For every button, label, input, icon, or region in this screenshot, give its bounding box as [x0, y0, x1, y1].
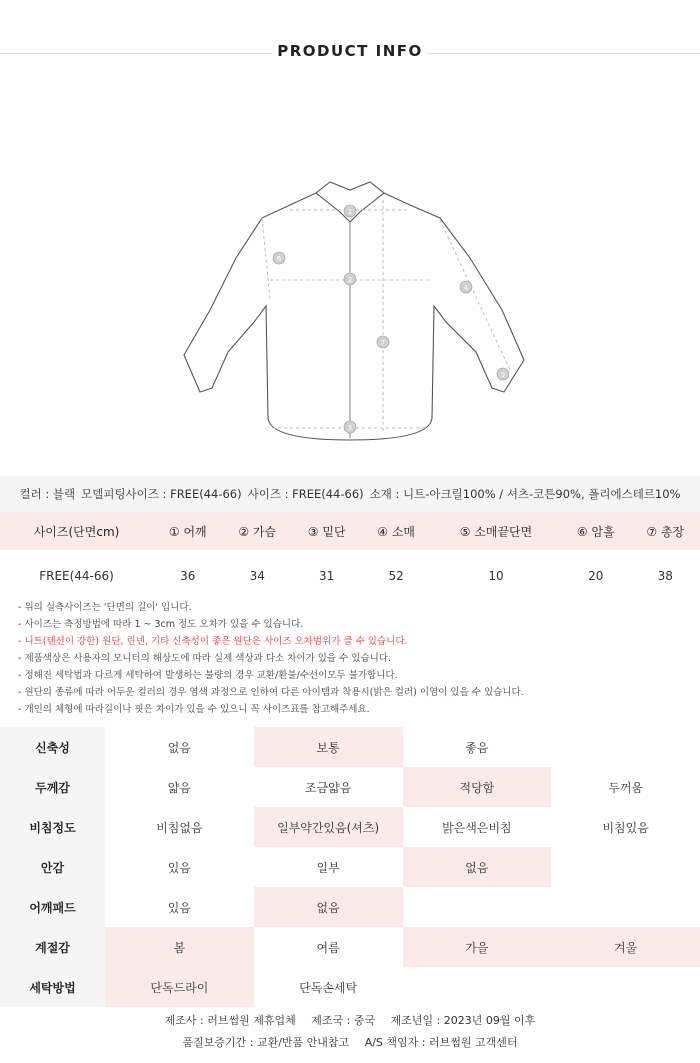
- property-option: 얇음: [167, 780, 191, 795]
- property-option: [403, 967, 552, 1007]
- svg-text:4: 4: [463, 284, 469, 292]
- property-label: 세탁방법: [0, 967, 105, 1007]
- svg-text:6: 6: [276, 255, 282, 263]
- footer-date: 제조년일 : 2023년 09월 이후: [390, 1014, 536, 1027]
- footer-manufacturer: 제조사 : 러브썸원 제휴업체: [164, 1014, 296, 1027]
- size-header-cell: 사이즈(단면cm): [0, 512, 153, 550]
- note-line: - 정해진 세탁법과 다르게 세탁하여 발생하는 불량의 경우 교환/환불/수선이모두 불가합니다.: [18, 670, 398, 681]
- note-line: - 개인의 체형에 따라길이나 핏은 차이가 있을 수 있으니 꼭 사이즈표를 참고해주세요.: [18, 704, 370, 715]
- measure-marker-3: [344, 421, 356, 433]
- property-label: 신축성: [0, 727, 105, 767]
- property-option: 비침없음: [156, 820, 203, 835]
- table-row: [0, 727, 700, 767]
- garment-measurement-diagram: [0, 160, 700, 460]
- table-row: [0, 887, 700, 927]
- property-option: [551, 847, 700, 887]
- note-line: - 제품색상은 사용자의 모니터의 해상도에 따라 실제 색상과 다소 차이가 있을 수 있습니다.: [18, 653, 392, 664]
- measure-marker-4: [460, 281, 472, 293]
- svg-text:2: 2: [347, 276, 353, 284]
- property-option: 비침있음: [602, 820, 649, 835]
- note-line: - 사이즈는 측정방법에 따라 1 ~ 3cm 정도 오차가 있을 수 있습니다.: [18, 619, 304, 630]
- property-label: 어깨패드: [0, 887, 105, 927]
- footer-warranty: 품질보증기간 : 교환/반품 안내참고: [182, 1036, 350, 1049]
- footer-country: 제조국 : 중국: [311, 1014, 376, 1027]
- property-option: [551, 727, 700, 767]
- property-option: 없음: [167, 740, 191, 755]
- measure-marker-5: [497, 368, 509, 380]
- footer-line-1: [0, 1010, 700, 1032]
- property-option: 두꺼움: [608, 780, 644, 795]
- table-row: [0, 927, 700, 967]
- table-row: [0, 847, 700, 887]
- property-option: [551, 887, 700, 927]
- size-cell: 52: [388, 569, 404, 583]
- note-line: - 니트(텐션이 강한) 원단, 린넨, 기타 신축성이 좋은 원단은 사이즈 오차범위가 클 수 있습니다.: [18, 636, 408, 647]
- property-label: 계절감: [0, 927, 105, 967]
- size-cell: 36: [180, 569, 196, 583]
- property-option: 보통: [254, 727, 403, 767]
- property-option: 가을: [403, 927, 552, 967]
- svg-text:1: 1: [347, 208, 353, 216]
- table-row: [0, 807, 700, 847]
- footer-line-2: [0, 1032, 700, 1054]
- measure-marker-1: [344, 205, 356, 217]
- summary-material: 소재 : 니트-아크릴100% / 셔츠-코튼90%, 폴리에스테르10%: [369, 487, 681, 501]
- property-option: 없음: [403, 847, 552, 887]
- size-cell: 20: [588, 569, 604, 583]
- summary-model-size: 모델피팅사이즈 : FREE(44-66): [81, 487, 242, 501]
- size-table: [0, 512, 700, 602]
- property-option: 일부약간있음(셔츠): [254, 807, 403, 847]
- size-header-cell: ③ 밑단: [292, 512, 361, 550]
- svg-text:5: 5: [500, 371, 506, 379]
- property-option: 있음: [167, 900, 191, 915]
- size-header-cell: ⑦ 총장: [631, 512, 700, 550]
- svg-text:7: 7: [380, 339, 386, 347]
- property-option: 적당함: [403, 767, 552, 807]
- property-option: 겨울: [551, 927, 700, 967]
- page-title: PRODUCT INFO: [277, 42, 423, 60]
- property-option: [403, 887, 552, 927]
- size-table-header: [0, 512, 700, 550]
- size-cell: 38: [657, 569, 673, 583]
- size-header-cell: ① 어깨: [153, 512, 222, 550]
- footer-info: [0, 1010, 700, 1054]
- table-row: [0, 967, 700, 1007]
- size-header-cell: ⑤ 소매끝단면: [431, 512, 561, 550]
- property-option: 조금얇음: [304, 780, 352, 795]
- size-header-cell: ⑥ 암홀: [561, 512, 630, 550]
- property-option: 있음: [167, 860, 191, 875]
- summary-color: 컬러 : 블랙: [19, 487, 76, 501]
- note-line: - 원단의 종류에 따라 어두운 컬러의 경우 염색 과정으로 인하여 다른 아이템과 착용시(밝은 컬러) 이염이 있을 수 있습니다.: [18, 687, 524, 698]
- size-notes: [18, 599, 688, 718]
- size-header-cell: ④ 소매: [361, 512, 430, 550]
- summary-size: 사이즈 : FREE(44-66): [247, 487, 364, 501]
- size-cell: 10: [488, 569, 504, 583]
- property-option: 없음: [254, 887, 403, 927]
- size-cell: FREE(44-66): [39, 569, 114, 583]
- properties-table: [0, 727, 700, 1007]
- property-label: 비침정도: [0, 807, 105, 847]
- property-label: 두께감: [0, 767, 105, 807]
- footer-as: A/S 책임자 : 러브썸원 고객센터: [364, 1036, 518, 1049]
- table-row: [0, 767, 700, 807]
- divider-right: [428, 53, 700, 54]
- svg-text:3: 3: [347, 424, 353, 432]
- note-line: - 위의 실측사이즈는 '단면의 길이' 입니다.: [18, 602, 192, 613]
- product-summary-bar: [0, 476, 700, 512]
- property-option: 좋음: [465, 740, 489, 755]
- property-option: 일부: [316, 860, 340, 875]
- table-row: [0, 550, 700, 602]
- property-option: 단독드라이: [105, 967, 254, 1007]
- property-option: [551, 967, 700, 1007]
- property-option: 단독손세탁: [299, 980, 358, 995]
- section-header: [0, 38, 700, 68]
- property-option: 밝은색은비침: [442, 820, 512, 835]
- size-cell: 34: [249, 569, 265, 583]
- property-label: 안감: [0, 847, 105, 887]
- measure-marker-7: [377, 336, 389, 348]
- property-option: 여름: [316, 940, 340, 955]
- size-cell: 31: [319, 569, 335, 583]
- property-option: 봄: [105, 927, 254, 967]
- measure-marker-2: [344, 273, 356, 285]
- size-header-cell: ② 가슴: [223, 512, 292, 550]
- measure-marker-6: [273, 252, 285, 264]
